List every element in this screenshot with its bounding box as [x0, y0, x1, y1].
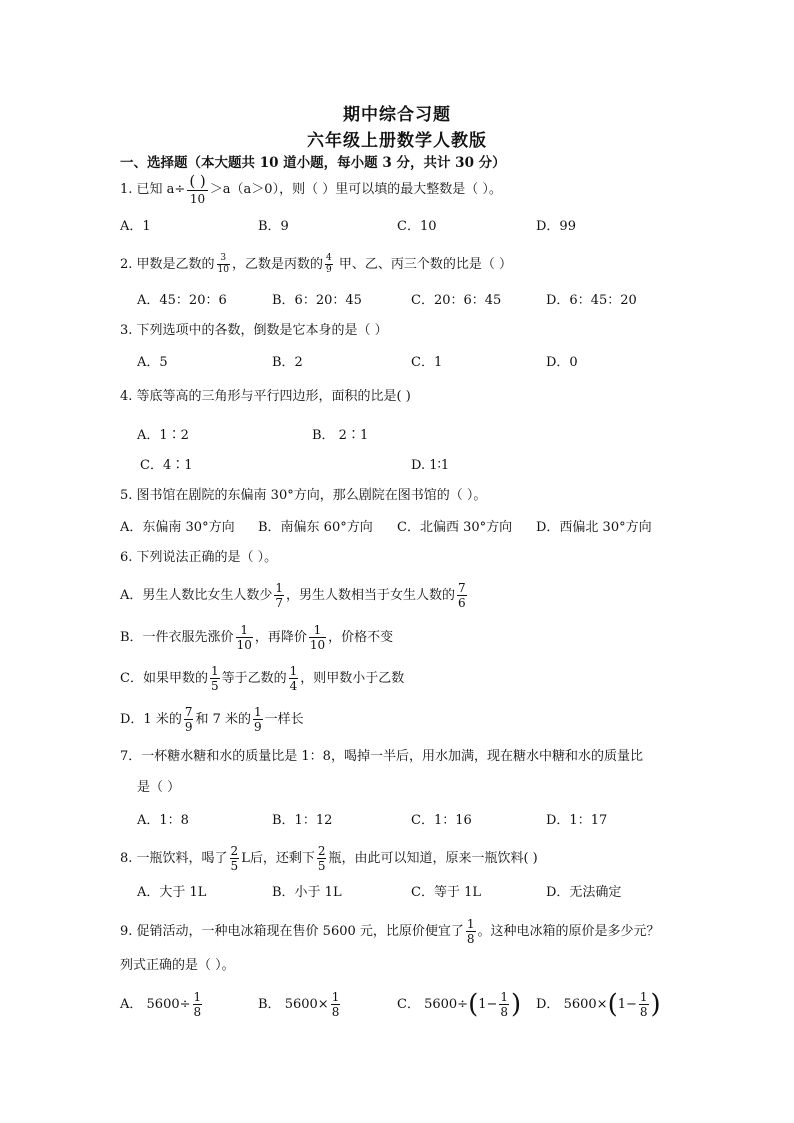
- option-d: D．西偏北 30°方向: [536, 520, 652, 535]
- question-4: 4. 等底等高的三角形与平行四边形，面积的比是( ): [120, 389, 411, 404]
- fraction: $\frac{1}{10}$: [236, 623, 252, 652]
- question-9: 9. 促销活动，一种电冰箱现在售价 5600 元，比原价便宜了 $\frac{1}{8}$ 。这种电冰箱的原价是多少元？: [120, 917, 660, 946]
- fraction: $\frac{1}{8}$: [500, 990, 509, 1019]
- option-a: A．5: [137, 355, 168, 370]
- question-8: 8. 一瓶饮料，喝了 $\frac{2}{5}$ L后，还剩下 $\frac{2}{5}$ 瓶，由此可以知道，原来一瓶饮料( ): [120, 844, 538, 873]
- fraction: $\frac{4}{9}$: [326, 253, 332, 275]
- option-b: B． 2∶1: [312, 428, 369, 443]
- fraction: $\frac{7}{9}$: [184, 705, 193, 734]
- option-b: B．小于 1L: [272, 885, 342, 900]
- fraction: $\frac{1}{8}$: [331, 990, 340, 1019]
- option-d: D．1：17: [546, 813, 608, 828]
- option-a: A．1：8: [137, 813, 189, 828]
- option-d: D. 1∶1: [411, 458, 450, 473]
- question-7-cont: 是（ ）: [137, 780, 181, 795]
- option-d: D．6：45：20: [546, 293, 637, 308]
- fraction: $\frac{1}{4}$: [289, 664, 298, 693]
- option-d: D．无法确定: [546, 885, 622, 900]
- option-a: A．1: [120, 219, 151, 234]
- option-b: B．9: [258, 219, 289, 234]
- option-d: D．0: [546, 355, 578, 370]
- option-c: C．20：6：45: [411, 293, 502, 308]
- option-c: C．1: [411, 355, 443, 370]
- question-2: 2. 甲数是乙数的 $\frac{3}{10}$ ，乙数是丙数的 $\frac{4}{9}$ 甲、乙、丙三个数的比是（ ）: [120, 253, 513, 275]
- option-b: B．6：20：45: [272, 293, 362, 308]
- fraction: $\frac{1}{9}$: [254, 705, 262, 734]
- option-b: B．1：12: [272, 813, 333, 828]
- fraction: $\frac{7}{6}$: [458, 581, 466, 610]
- fraction: $\frac{1}{8}$: [466, 917, 475, 946]
- option-c: C．等于 1L: [411, 885, 481, 900]
- question-6: 6. 下列说法正确的是（ ）。: [120, 550, 278, 565]
- option-d: D．1 米的 $\frac{7}{9}$ 和 7 米的 $\frac{1}{9}$ 一样长: [120, 705, 304, 734]
- option-c: C． 5600÷(1− $\frac{1}{8}$ ): [397, 989, 522, 1020]
- option-a: A．男生人数比女生人数少 $\frac{1}{7}$ ，男生人数相当于女生人数的 $\frac{7}{6}$: [120, 581, 466, 610]
- page-subtitle: 六年级上册数学人教版: [307, 131, 487, 151]
- page-title: 期中综合习题: [343, 105, 451, 125]
- question-9-cont: 列式正确的是（ ）。: [120, 958, 235, 973]
- fraction: $\frac{1}{8}$: [193, 990, 202, 1019]
- option-a: A．东偏南 30°方向: [120, 520, 235, 535]
- fraction: $\frac{2}{5}$: [230, 844, 239, 873]
- option-d: D． 5600×(1− $\frac{1}{8}$ ): [536, 989, 661, 1020]
- option-a: A． 5600÷ $\frac{1}{8}$: [120, 990, 202, 1019]
- option-a: A．大于 1L: [137, 885, 207, 900]
- question-5: 5. 图书馆在剧院的东偏南 30°方向，那么剧院在图书馆的（ ）。: [120, 488, 487, 503]
- option-b: B．2: [272, 355, 303, 370]
- fraction: $\frac{1}{10}$: [309, 623, 326, 652]
- fraction: $\frac{3}{10}$: [217, 253, 229, 275]
- fraction: $\frac{( )}{10}$: [189, 172, 206, 206]
- option-c: C．4∶1: [140, 458, 193, 473]
- fraction: $\frac{2}{5}$: [317, 844, 326, 873]
- option-c: C．北偏西 30°方向: [397, 520, 513, 535]
- question-3: 3. 下列选项中的各数，倒数是它本身的是（ ）: [120, 323, 388, 338]
- section-heading: 一、选择题（本大题共 10 道小题，每小题 3 分，共计 30 分）: [120, 155, 506, 171]
- option-c: C．1：16: [411, 813, 472, 828]
- option-c: C．10: [397, 219, 437, 234]
- option-d: D．99: [536, 219, 576, 234]
- question-1: 1. 已知 a÷ $\frac{( )}{10}$ ＞a（a＞0），则（ ）里可以填的最大整数是（ ）。: [120, 172, 502, 206]
- option-a: A．1∶2: [137, 428, 189, 443]
- fraction: $\frac{1}{5}$: [210, 664, 219, 693]
- question-7: 7．一杯糖水糖和水的质量比是 1：8，喝掉一半后，用水加满，现在糖水中糖和水的质量比: [120, 749, 643, 764]
- option-a: A．45：20：6: [137, 293, 227, 308]
- option-b: B．南偏东 60°方向: [258, 520, 373, 535]
- option-b: B．一件衣服先涨价 $\frac{1}{10}$ ，再降价 $\frac{1}{10}$ ，价格不变: [120, 623, 394, 652]
- fraction: $\frac{1}{7}$: [275, 581, 284, 610]
- option-c: C．如果甲数的 $\frac{1}{5}$ 等于乙数的 $\frac{1}{4}$ ，则甲数小于乙数: [120, 664, 405, 693]
- option-b: B． 5600× $\frac{1}{8}$: [258, 990, 340, 1019]
- fraction: $\frac{1}{8}$: [639, 990, 648, 1019]
